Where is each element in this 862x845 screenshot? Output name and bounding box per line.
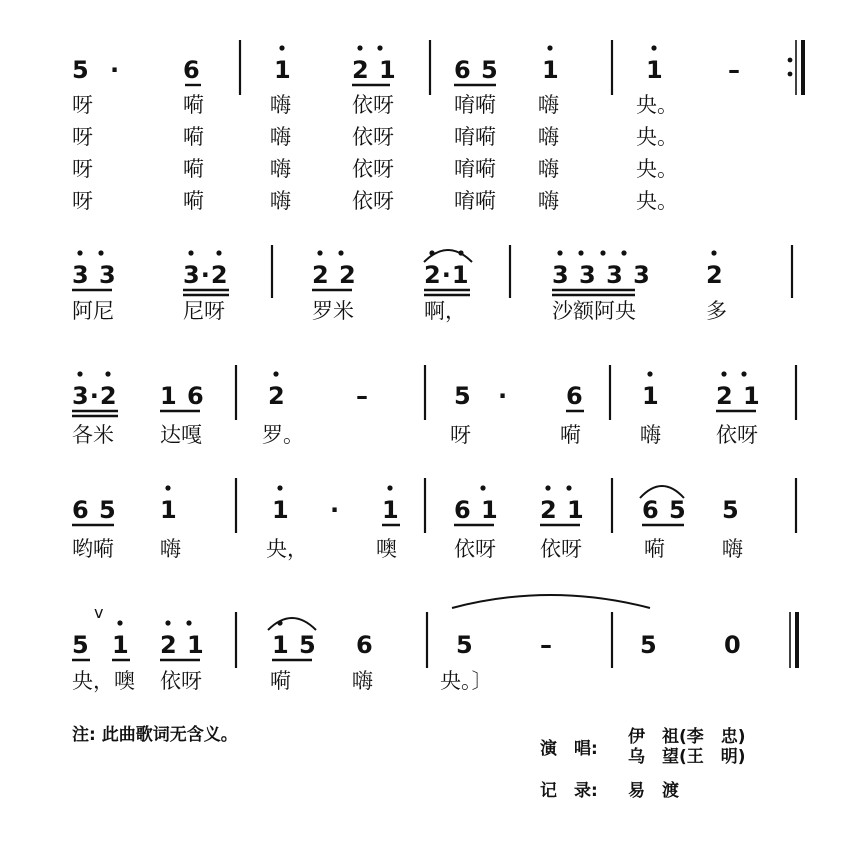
singers-label: 演 唱: [540, 739, 598, 759]
high-dot [216, 250, 221, 255]
lyric: 呀 [72, 157, 93, 181]
lyric: 嗬 [560, 423, 581, 447]
lyric: 嗨 [640, 423, 661, 447]
note: 6 [183, 56, 200, 84]
high-dot [429, 250, 434, 255]
high-dot [77, 371, 82, 376]
high-dot [557, 250, 562, 255]
note-pair: 3·2 [72, 382, 118, 410]
dash: – [728, 56, 740, 84]
breath-mark: v [94, 603, 104, 622]
lyric: 唷嗬 [454, 93, 496, 117]
note: 1 [646, 56, 663, 84]
note-pair: 2 1 [160, 631, 205, 659]
high-dot [621, 250, 626, 255]
high-dot [600, 250, 605, 255]
high-dot [480, 485, 485, 490]
note-pair: 2 1 [716, 382, 761, 410]
lyric: 央。〕 [440, 669, 493, 693]
note-pair: 3·2 [183, 261, 229, 289]
lyric: 嗬 [183, 125, 204, 149]
high-dot [566, 485, 571, 490]
lyric: 罗米 [312, 299, 354, 323]
lyric: 嗨 [538, 125, 559, 149]
note: 1 [112, 631, 129, 659]
note-pair: 1 6 [160, 382, 205, 410]
recorder-label: 记 录: [540, 781, 598, 801]
note: 1 [382, 496, 399, 524]
singer-1: 伊 祖(李 忠) [628, 727, 746, 747]
lyric: 嗨 [538, 157, 559, 181]
note: 5 [640, 631, 657, 659]
note: 6 [566, 382, 583, 410]
note-pair: 2 2 [312, 261, 357, 289]
repeat-dot [788, 72, 793, 77]
system-3 [72, 365, 796, 447]
high-dot [77, 250, 82, 255]
note: 1 [642, 382, 659, 410]
lyric: 依呀 [352, 189, 394, 213]
note-pair: 2 1 [352, 56, 397, 84]
note: 5 [454, 382, 471, 410]
footnote-text: 此曲歌词无含义。 [101, 725, 238, 745]
note-rest: 0 [724, 631, 741, 659]
lyric: 罗。 [262, 423, 304, 447]
lyric: 呀 [72, 125, 93, 149]
high-dot [578, 250, 583, 255]
lyric: 嗨 [722, 537, 743, 561]
high-dot [741, 371, 746, 376]
note-group: 3 3 3 3 [552, 261, 651, 289]
note-dot: · [330, 496, 340, 524]
lyric: 依呀 [716, 423, 758, 447]
lyric: 嗬 [183, 93, 204, 117]
system-1 [72, 40, 803, 213]
lyric: 依呀 [160, 669, 202, 693]
lyric: 嗨 [270, 93, 291, 117]
lyric: 依呀 [352, 125, 394, 149]
lyric: 央。 [636, 93, 678, 117]
note-pair: 2 1 [540, 496, 585, 524]
footnote [72, 720, 238, 745]
note: 2 [268, 382, 285, 410]
note-pair: 6 1 [454, 496, 499, 524]
lyric: 央。 [636, 125, 678, 149]
lyric: 嗬 [270, 669, 291, 693]
lyrics-verse-1 [72, 93, 678, 117]
lyrics-verse-2 [72, 125, 678, 149]
repeat-dot [788, 58, 793, 63]
note: 1 [160, 496, 177, 524]
high-dot [277, 485, 282, 490]
note-pair: 6 5 [72, 496, 117, 524]
note: 5 [722, 496, 739, 524]
high-dot [273, 371, 278, 376]
lyric: 依呀 [454, 537, 496, 561]
lyric: 嗨 [160, 537, 181, 561]
high-dot [387, 485, 392, 490]
high-dot [357, 45, 362, 50]
note: 5 [72, 56, 89, 84]
high-dot [188, 250, 193, 255]
note: 6 [356, 631, 373, 659]
high-dot [547, 45, 552, 50]
recorder-name: 易 渡 [628, 781, 679, 801]
note: 5 [72, 631, 89, 659]
high-dot [338, 250, 343, 255]
high-dot [117, 620, 122, 625]
lyric: 嗬 [183, 157, 204, 181]
high-dot [105, 371, 110, 376]
note-dot: · [498, 382, 508, 410]
lyric: 沙额阿央 [552, 299, 636, 323]
note-pair: 2·1 [424, 261, 470, 289]
high-dot [651, 45, 656, 50]
lyrics-verse-3 [72, 157, 678, 181]
dash: – [540, 631, 552, 659]
high-dot [186, 620, 191, 625]
lyrics-verse-4 [72, 189, 678, 213]
lyric: 唷嗬 [454, 125, 496, 149]
lyric: 啊， [424, 299, 466, 323]
high-dot [711, 250, 716, 255]
note-pair: 3 3 [72, 261, 117, 289]
lyric: 央，噢 [72, 669, 135, 693]
high-dot [277, 620, 282, 625]
note: 5 [456, 631, 473, 659]
lyric: 依呀 [540, 537, 582, 561]
lyric: 嗨 [270, 189, 291, 213]
dash: – [356, 382, 368, 410]
high-dot [317, 250, 322, 255]
lyric: 多 [706, 299, 727, 323]
tie [452, 595, 650, 608]
lyric: 各米 [72, 423, 114, 447]
high-dot [721, 371, 726, 376]
note-dot: · [110, 56, 120, 84]
lyric: 嗬 [644, 537, 665, 561]
note: 1 [272, 496, 289, 524]
system-2 [72, 245, 792, 324]
note: 2 [706, 261, 723, 289]
lyric: 嗬 [183, 189, 204, 213]
lyric: 依呀 [352, 93, 394, 117]
singer-2: 乌 望(王 明) [628, 747, 746, 767]
note: 1 [542, 56, 559, 84]
lyric: 阿尼 [72, 299, 114, 323]
lyric: 央。 [636, 189, 678, 213]
lyric: 嗨 [270, 157, 291, 181]
system-4 [72, 478, 796, 562]
high-dot [165, 485, 170, 490]
lyric: 唷嗬 [454, 157, 496, 181]
note-pair: 6 5 [454, 56, 499, 84]
note-pair: 1 5 [272, 631, 317, 659]
system-5 [72, 595, 797, 694]
high-dot [647, 371, 652, 376]
note: 1 [274, 56, 291, 84]
high-dot [165, 620, 170, 625]
lyric: 噢 [376, 537, 397, 561]
lyric: 嗨 [538, 93, 559, 117]
lyric: 呀 [72, 189, 93, 213]
lyric: 央。 [636, 157, 678, 181]
lyric: 嗨 [270, 125, 291, 149]
lyric: 呀 [450, 423, 471, 447]
high-dot [545, 485, 550, 490]
note-pair: 6 5 [642, 496, 687, 524]
lyric: 央， [266, 537, 308, 561]
high-dot [458, 250, 463, 255]
lyric: 哟嗬 [72, 537, 114, 561]
lyric: 嗨 [538, 189, 559, 213]
footnote-label: 注: [72, 725, 96, 745]
lyric: 嗨 [352, 669, 373, 693]
high-dot [377, 45, 382, 50]
lyric: 达嘎 [160, 423, 202, 447]
high-dot [279, 45, 284, 50]
lyric: 尼呀 [183, 299, 225, 323]
lyric: 呀 [72, 93, 93, 117]
slur [268, 618, 316, 630]
lyric: 依呀 [352, 157, 394, 181]
high-dot [98, 250, 103, 255]
lyric: 唷嗬 [454, 189, 496, 213]
